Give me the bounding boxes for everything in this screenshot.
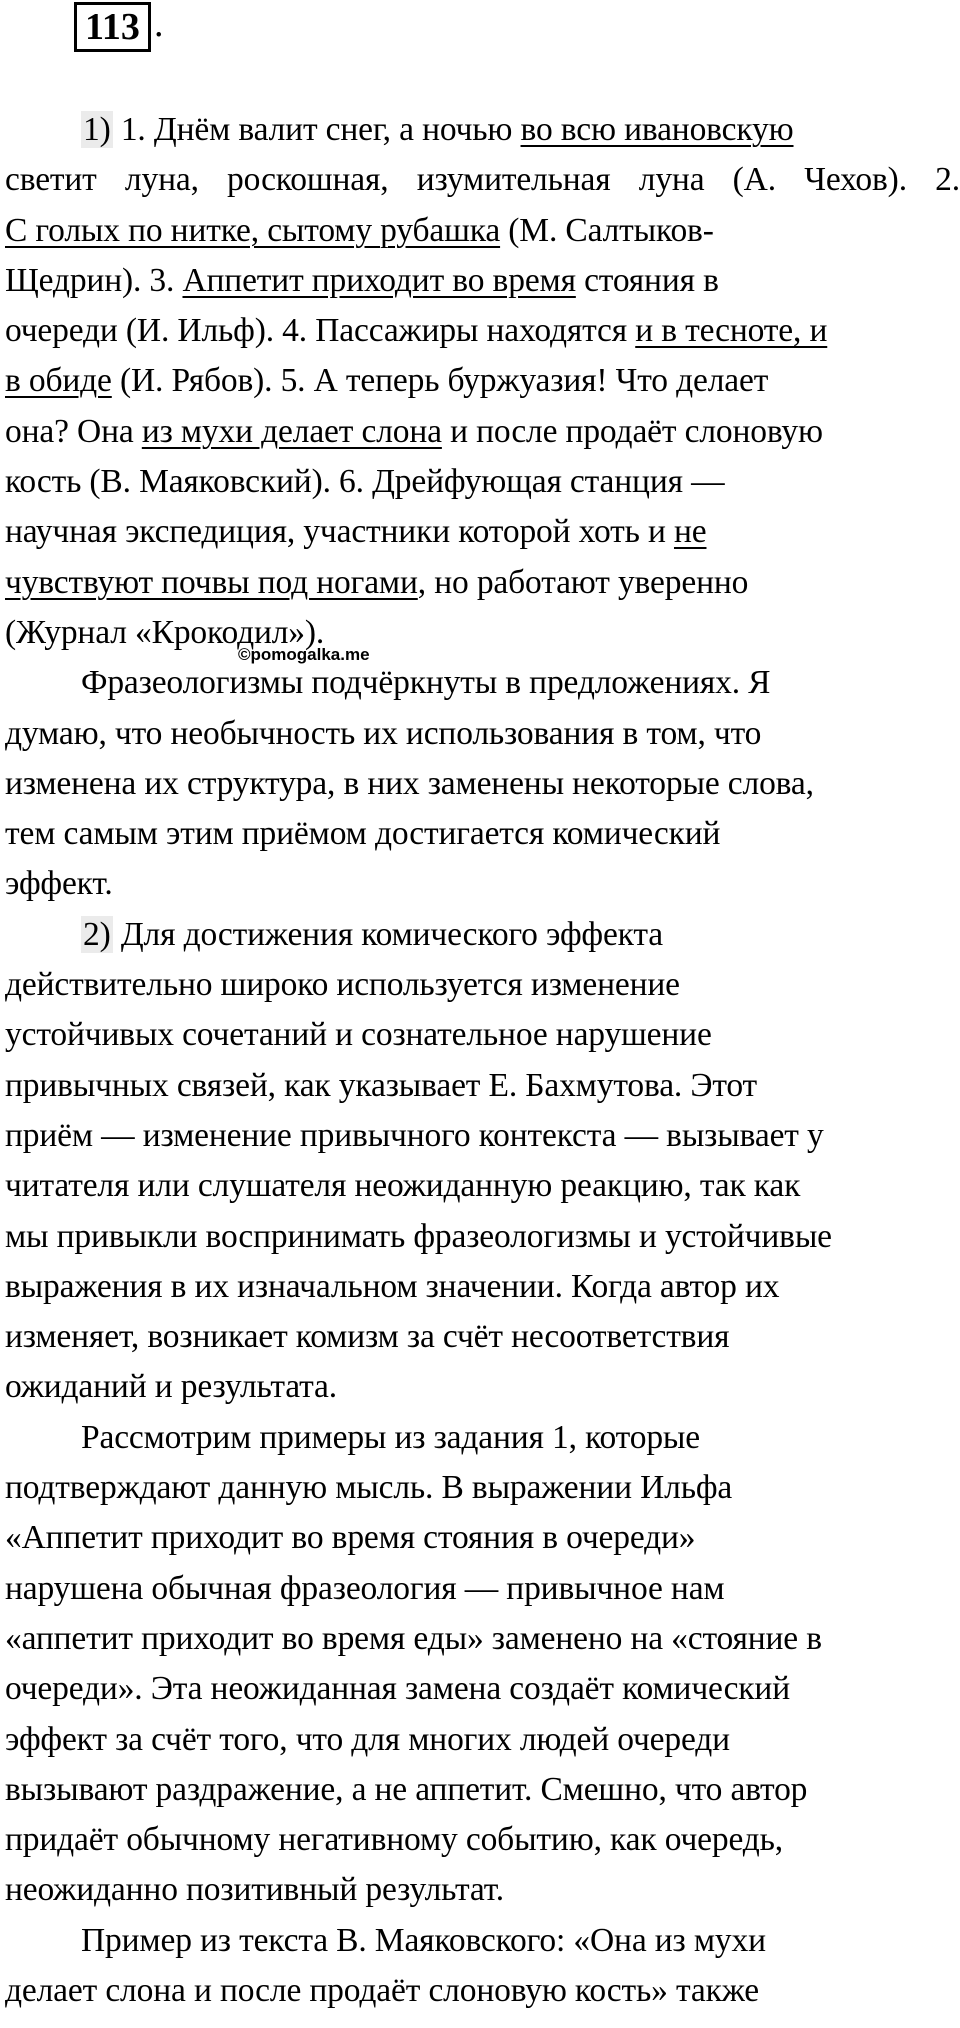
underlined-phraseologism: С голых по нитке, сытому рубашка [5, 211, 501, 249]
text-line: подтверждают данную мысль. В выражении Ильфа [5, 1469, 733, 1507]
underlined-phraseologism: в обиде [5, 362, 112, 400]
part-marker: 2) [83, 915, 111, 953]
text-line: «аппетит приходит во время еды» заменено на «стояние в [5, 1619, 822, 1657]
task-number-dot: . [154, 3, 164, 45]
underlined-phraseologism: не [673, 513, 707, 551]
text-line: очереди». Эта неожиданная замена создаёт комический [5, 1670, 790, 1708]
text-line: очереди (И. Ильф). 4. Пассажиры находятся и в тесноте, и [5, 312, 828, 350]
text-line: выражения в их изначальном значении. Когда автор их [5, 1267, 780, 1305]
text-line: приём — изменение привычного контекста — вызывает у [5, 1116, 824, 1154]
text-line: тем самым этим приёмом достигается комический [5, 815, 721, 853]
text-line: (Журнал «Крокодил»). [5, 613, 325, 651]
text-line: привычных связей, как указывает Е. Бахмутова. Этот [5, 1066, 758, 1104]
text-line: «Аппетит приходит во время стояния в очереди» [5, 1519, 696, 1557]
text-line: светит луна, роскошная, изумительная луна (А. Чехов). 2. [5, 161, 960, 199]
text-line: эффект. [5, 865, 113, 903]
underlined-phraseologism: и в тесноте, и [635, 312, 828, 350]
text-line: думаю, что необычность их использования в том, что [5, 714, 762, 752]
text-line: 2) Для достижения комического эффекта [83, 915, 663, 953]
text-line: Рассмотрим примеры из задания 1, которые [81, 1418, 701, 1456]
text-line: Щедрин). 3. Аппетит приходит во время стояния в [5, 261, 719, 299]
text-line: мы привыкли воспринимать фразеологизмы и устойчивые [5, 1217, 832, 1255]
underlined-phraseologism: из мухи делает слона [141, 412, 442, 450]
underlined-phraseologism: чувствуют почвы под ногами [5, 563, 418, 601]
text-line: изменяет, возникает комизм за счёт несоответствия [5, 1318, 730, 1356]
text-line: изменена их структура, в них заменены некоторые слова, [5, 764, 814, 802]
text-line: устойчивых сочетаний и сознательное нарушение [5, 1016, 712, 1054]
text-line: кость (В. Маяковский). 6. Дрейфующая станция — [5, 463, 725, 501]
task-number-box [74, 2, 151, 52]
underlined-phraseologism: во всю ивановскую [520, 111, 794, 148]
text-line: вызывают раздражение, а не аппетит. Смешно, что автор [5, 1770, 808, 1808]
text-line: ожиданий и результата. [5, 1368, 337, 1406]
text-line: Фразеологизмы подчёркнуты в предложениях. Я [81, 664, 771, 702]
text-line: 1) 1. Днём валит снег, а ночью во всю ивановскую [83, 111, 794, 148]
text-line: читателя или слушателя неожиданную реакцию, так как [5, 1167, 801, 1205]
part-marker: 1) [83, 111, 111, 148]
watermark: ©pomogalka.me [238, 645, 370, 664]
text-line: делает слона и после продаёт слоновую кость» также [5, 1971, 759, 2009]
text-line: эффект за счёт того, что для многих людей очереди [5, 1720, 730, 1758]
text-line: чувствуют почвы под ногами, но работают уверенно [5, 563, 749, 601]
text-line: научная экспедиция, участники которой хоть и не [5, 513, 707, 551]
text-line: она? Она из мухи делает слона и после продаёт слоновую [5, 412, 823, 450]
text-line: придаёт обычному негативному событию, как очередь, [5, 1821, 783, 1859]
text-line: Пример из текста В. Маяковского: «Она из мухи [81, 1921, 766, 1959]
underlined-phraseologism: Аппетит приходит во время [182, 261, 576, 299]
text-line: нарушена обычная фразеология — привычное нам [5, 1569, 725, 1607]
text-line: в обиде (И. Рябов). 5. А теперь буржуазия! Что делает [5, 362, 769, 400]
task-number: 113 [85, 6, 140, 48]
text-line: неожиданно позитивный результат. [5, 1871, 504, 1909]
text-line: С голых по нитке, сытому рубашка (М. Салтыков- [5, 211, 714, 249]
solution-text [5, 105, 960, 2016]
text-line: действительно широко используется изменение [5, 966, 680, 1004]
